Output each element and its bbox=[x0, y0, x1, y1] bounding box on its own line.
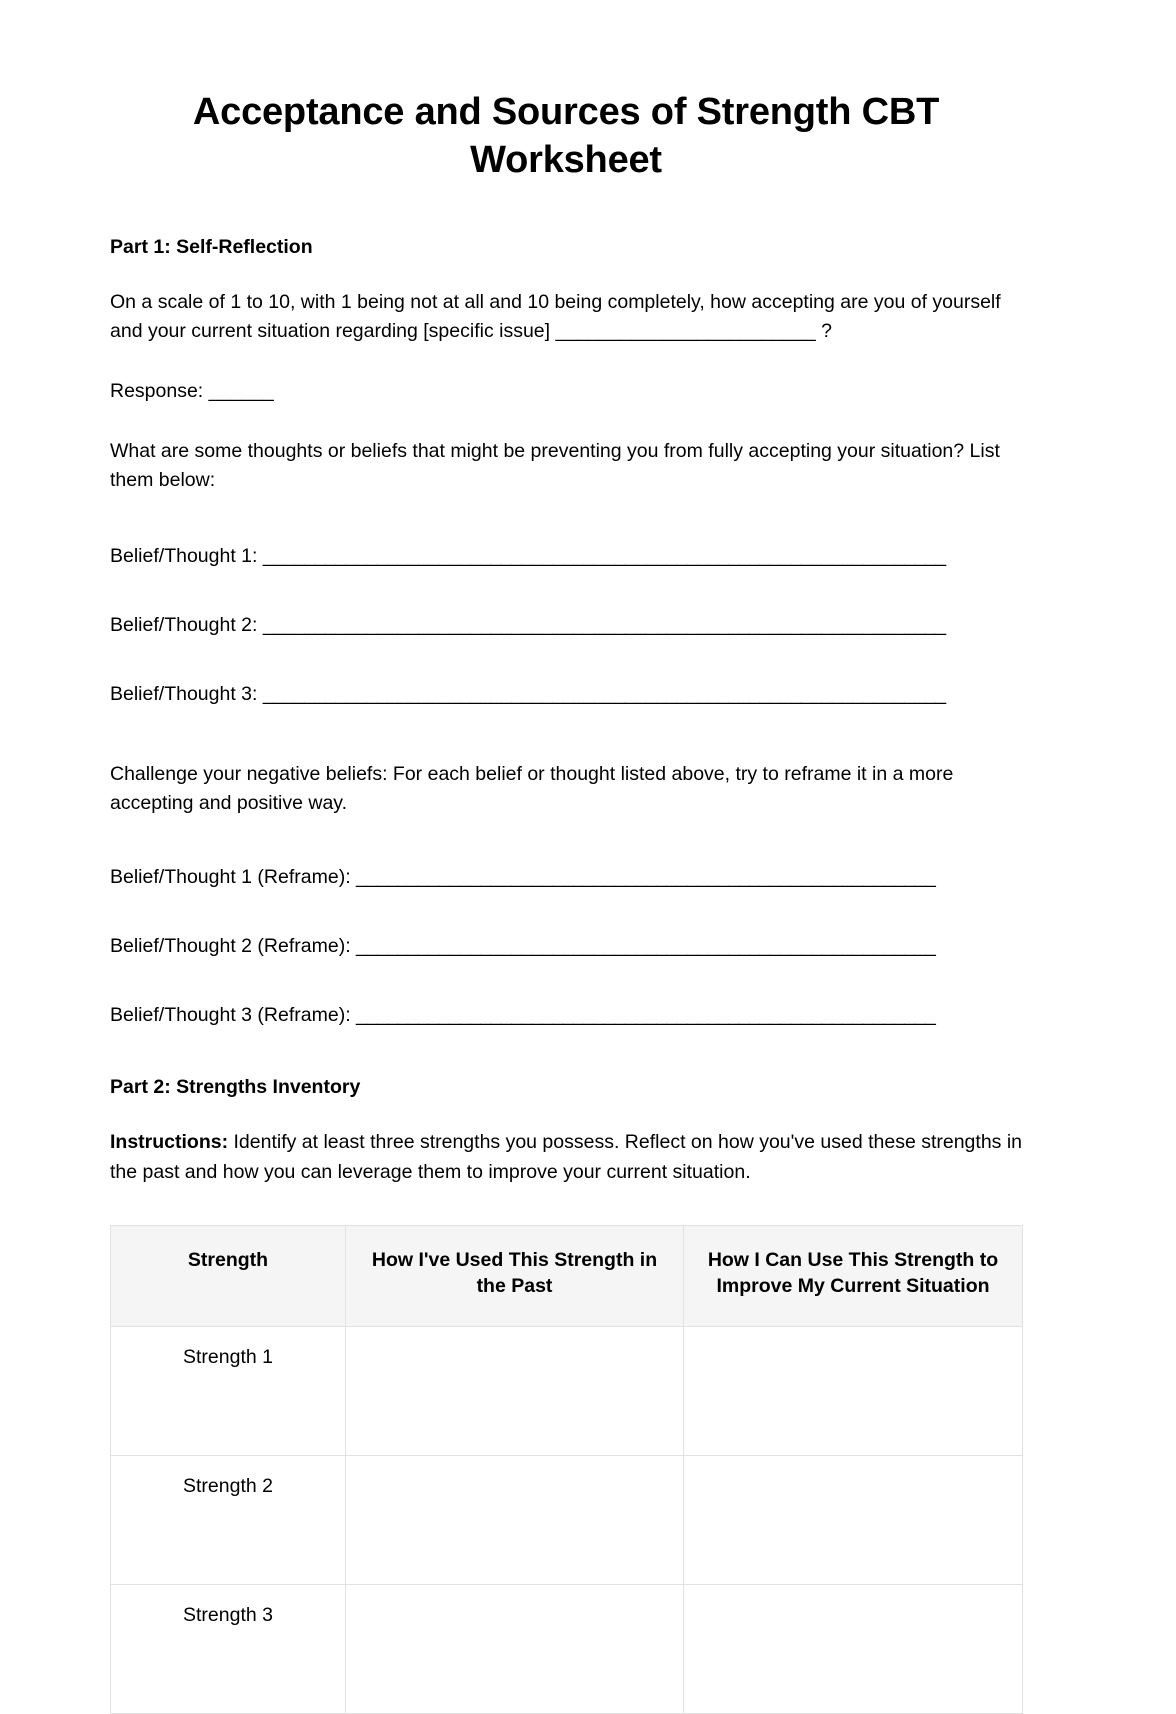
reframe-3-label: Belief/Thought 3 (Reframe): bbox=[110, 1004, 357, 1027]
response-line: Response: ______ bbox=[110, 380, 274, 403]
column-header-future-use: How I Can Use This Strength to Improve My Current Situation bbox=[684, 1226, 1023, 1327]
belief-thought-3-label: Belief/Thought 3: bbox=[110, 683, 263, 706]
reframe-1-row bbox=[110, 863, 1022, 892]
belief-thought-1-row bbox=[110, 542, 1022, 571]
table-row bbox=[111, 1585, 1023, 1714]
belief-thought-2-label: Belief/Thought 2: bbox=[110, 614, 263, 637]
belief-thought-3-rule[interactable]: __________________________________________________________________ bbox=[262, 683, 946, 706]
cell-future-use-1[interactable] bbox=[684, 1327, 1023, 1456]
table-row bbox=[111, 1327, 1023, 1456]
reframe-1-label: Belief/Thought 1 (Reframe): bbox=[110, 865, 357, 888]
table-header bbox=[111, 1226, 1023, 1327]
column-header-past-use: How I've Used This Strength in the Past bbox=[346, 1226, 684, 1327]
belief-thought-2-rule[interactable]: __________________________________________________________________ bbox=[262, 614, 946, 637]
cell-strength-3: Strength 3 bbox=[111, 1585, 346, 1714]
table-row bbox=[111, 1456, 1023, 1585]
table-header-row bbox=[111, 1226, 1023, 1327]
cell-strength-1: Strength 1 bbox=[111, 1327, 346, 1456]
page-title: Acceptance and Sources of Strength CBT Worksheet bbox=[192, 91, 940, 182]
instructions-label: Instructions: bbox=[110, 1131, 229, 1154]
belief-thought-1-label: Belief/Thought 1: bbox=[110, 544, 263, 567]
part-1-heading: Part 1: Self-Reflection bbox=[110, 235, 313, 258]
cell-future-use-2[interactable] bbox=[684, 1456, 1023, 1585]
reframe-1-rule[interactable]: ________________________________________________________ bbox=[356, 865, 936, 888]
instructions-paragraph bbox=[110, 1128, 1022, 1187]
beliefs-prompt-text: What are some thoughts or beliefs that might be preventing you from fully accepting your situation? List them below: bbox=[110, 439, 1000, 492]
challenge-prompt-text: Challenge your negative beliefs: For each belief or thought listed above, try to reframe it in a more accepting and positive way. bbox=[110, 762, 954, 815]
scale-question-text: On a scale of 1 to 10, with 1 being not at all and 10 being completely, how accepting are you of yourself and your current situation regarding [specific issue] ________________________ ? bbox=[110, 290, 1001, 343]
belief-thought-3-row bbox=[110, 680, 1022, 709]
worksheet-content bbox=[110, 88, 1022, 1714]
cell-past-use-1[interactable] bbox=[346, 1327, 684, 1456]
cell-strength-2: Strength 2 bbox=[111, 1456, 346, 1585]
strengths-inventory-table bbox=[110, 1225, 1023, 1714]
reframe-3-row bbox=[110, 1001, 1022, 1030]
belief-thought-1-rule[interactable]: __________________________________________________________________ bbox=[262, 544, 946, 567]
cell-past-use-2[interactable] bbox=[346, 1456, 684, 1585]
cell-past-use-3[interactable] bbox=[346, 1585, 684, 1714]
belief-thought-2-row bbox=[110, 611, 1022, 640]
reframe-2-rule[interactable]: ________________________________________________________ bbox=[356, 935, 936, 958]
column-header-strength: Strength bbox=[111, 1226, 346, 1327]
table-body bbox=[111, 1327, 1023, 1714]
reframe-3-rule[interactable]: ________________________________________________________ bbox=[356, 1004, 936, 1027]
reframe-2-row bbox=[110, 932, 1022, 961]
part-2-heading: Part 2: Strengths Inventory bbox=[110, 1075, 361, 1098]
reframe-2-label: Belief/Thought 2 (Reframe): bbox=[110, 935, 357, 958]
instructions-text: Identify at least three strengths you possess. Reflect on how you've used these strengths in the past and how you can leverage them to improve your current situation. bbox=[110, 1131, 1023, 1183]
cell-future-use-3[interactable] bbox=[684, 1585, 1023, 1714]
